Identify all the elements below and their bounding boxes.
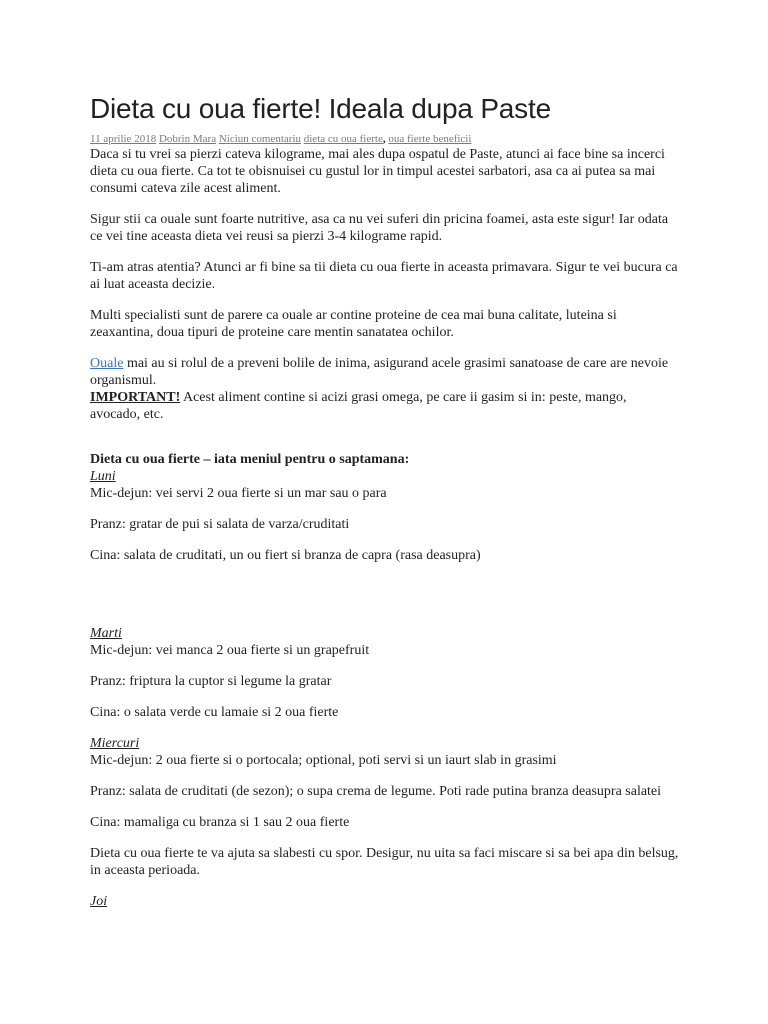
day-heading-luni: Luni: [90, 469, 116, 484]
blank-space: [90, 578, 728, 625]
tag-link-beneficii[interactable]: oua fierte beneficii: [388, 133, 472, 145]
article-meta: [90, 132, 728, 146]
luni-lunch: Pranz: gratar de pui si salata de varza/cruditati: [90, 517, 350, 532]
marti-lunch: Pranz: friptura la cuptor si legume la gratar: [90, 674, 332, 689]
paragraph-attention: Ti-am atras atentia? Atunci ar fi bine sa tii dieta cu oua fierte in aceasta primavara. Sigur te vei bucura ca ai luat aceasta decizie.: [90, 260, 678, 292]
marti-dinner: Cina: o salata verde cu lamaie si 2 oua fierte: [90, 705, 339, 720]
paragraph-heart-text: mai au si rolul de a preveni bolile de inima, asigurand acele grasimi sanatoase de care are nevoie organismul.: [90, 356, 669, 388]
luni-dinner: Cina: salata de cruditati, un ou fiert si branza de capra (rasa deasupra): [90, 548, 481, 563]
diet-note: Dieta cu oua fierte te va ajuta sa slabesti cu spor. Desigur, nu uita sa faci miscare si sa bei apa din belsug, in aceasta perioada.: [90, 846, 679, 878]
paragraph-heart: [90, 355, 680, 389]
paragraph-important: [90, 389, 680, 423]
important-label: IMPORTANT!: [90, 390, 181, 405]
tag-separator: ,: [382, 133, 386, 145]
tag-link-dieta[interactable]: dieta cu oua fierte: [303, 133, 383, 145]
miercuri-dinner: Cina: mamaliga cu branza si 1 sau 2 oua fierte: [90, 815, 350, 830]
menu-heading: Dieta cu oua fierte – iata meniul pentru o saptamana:: [90, 452, 410, 467]
paragraph-nutritive: Sigur stii ca ouale sunt foarte nutritive, asa ca nu vei suferi din pricina foamei, asta este sigur! Iar odata ce vei tine aceasta dieta vei reusi sa pierzi 3-4 kilograme rapid.: [90, 212, 669, 244]
important-text: Acest aliment contine si acizi grasi omega, pe care ii gasim si in: peste, mango, avocado, etc.: [90, 390, 627, 422]
comments-link[interactable]: Niciun comentariu: [218, 133, 301, 145]
marti-breakfast: Mic-dejun: vei manca 2 oua fierte si un grapefruit: [90, 643, 370, 658]
paragraph-intro: Daca si tu vrei sa pierzi cateva kilograme, mai ales dupa ospatul de Paste, atunci ai face bine sa incerci dieta cu oua fierte. Ca tot te obisnuisei cu gustul lor in timpul acestei sarbatori, asa ca ai putea sa mai consumi cateva zile acest aliment.: [90, 147, 665, 196]
miercuri-breakfast: Mic-dejun: 2 oua fierte si o portocala; optional, poti servi si un iaurt slab in grasimi: [90, 753, 557, 768]
post-date-link[interactable]: 11 aprilie 2018: [90, 133, 157, 145]
day-heading-joi: Joi: [90, 894, 108, 909]
miercuri-lunch: Pranz: salata de cruditati (de sezon); o supa crema de legume. Poti rade putina branza deasupra salatei: [90, 784, 662, 799]
ouale-link[interactable]: Ouale: [90, 356, 124, 371]
paragraph-specialists: Multi specialisti sunt de parere ca ouale ar contine proteine de cea mai buna calitate, luteina si zeaxantina, doua tipuri de proteine care mentin sanatatea ochilor.: [90, 308, 617, 340]
day-heading-miercuri: Miercuri: [90, 736, 140, 751]
day-heading-marti: Marti: [90, 626, 122, 641]
author-link[interactable]: Dobrin Mara: [158, 133, 217, 145]
luni-breakfast: Mic-dejun: vei servi 2 oua fierte si un mar sau o para: [90, 486, 387, 501]
article-title: Dieta cu oua fierte! Ideala dupa Paste: [90, 93, 551, 124]
